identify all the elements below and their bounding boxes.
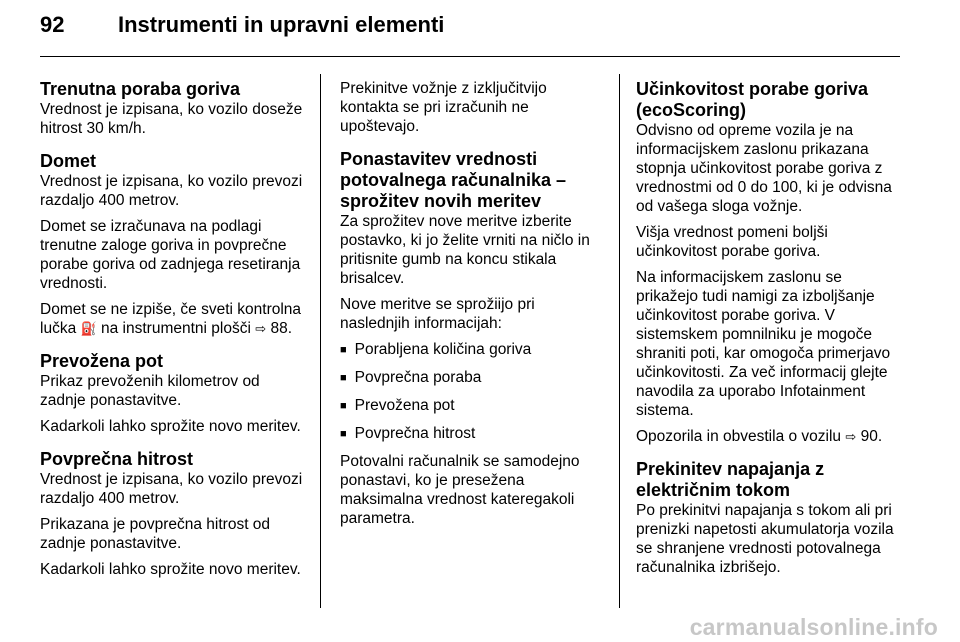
heading-prevozena-pot: Prevožena pot [40,351,164,371]
heading-povprecna-hitrost: Povprečna hitrost [40,449,194,469]
list-item: ■ Povprečna poraba [340,369,482,386]
list-item: ■ Prevožena pot [340,397,455,414]
heading-trenutna-poraba: Trenutna poraba goriva [40,79,241,99]
section-ecoscoring [636,79,906,446]
paragraph: Vrednost je izpisana, ko vozilo doseže hitrost 30 km/h. [40,101,303,137]
page-header [40,12,444,48]
paragraph: Višja vrednost pomeni boljši učinkovitost porabe goriva. [636,224,828,260]
page-reference-link[interactable]: 90. [860,428,883,445]
paragraph: Odvisno od opreme vozila je na informacijskem zaslonu prikazana stopnja učinkovitost porabe goriva z vrednostmi od 0 do 100, ki je odvisna od vašega sloga vožnje. [636,122,892,215]
paragraph: Nove meritve se sprožiijo pri naslednjih informacijah: [340,296,535,332]
section-ponastavitev [340,149,608,528]
heading-domet: Domet [40,151,97,171]
page-reference-arrow-icon: ⇨ [845,429,857,444]
measurement-list [340,340,608,445]
heading-prekinitev-napajanja: Prekinitev napajanja z električnim tokom [636,459,825,500]
paragraph-with-lamp: Domet se ne izpiše, če sveti kontrolna lučka ⛽ na instrumentni plošči ⇨ 88. [40,301,302,337]
paragraph-with-reference: Opozorila in obvestila o vozilu ⇨ 90. [636,428,883,445]
heading-ponastavitev: Ponastavitev vrednosti potovalnega računalnika – sprožitev novih meritev [340,149,567,211]
heading-ecoscoring: Učinkovitost porabe goriva (ecoScoring) [636,79,869,120]
section-prevozena-pot [40,351,308,436]
section-povprecna-hitrost [40,449,308,579]
bullet-icon: ■ [340,428,347,440]
column-3 [636,79,906,590]
page-reference-arrow-icon: ⇨ [255,321,267,336]
paragraph: Kadarkoli lahko sprožite novo meritev. [40,418,301,435]
column-1 [40,79,308,592]
column-2 [340,79,608,541]
list-item: ■ Povprečna hitrost [340,425,476,442]
paragraph: Kadarkoli lahko sprožite novo meritev. [40,561,301,578]
paragraph: Prikaz prevoženih kilometrov od zadnje ponastavitve. [40,373,260,409]
paragraph: Vrednost je izpisana, ko vozilo prevozi razdaljo 400 metrov. [40,471,303,507]
bullet-icon: ■ [340,400,347,412]
paragraph: Prekinitve vožnje z izključitvijo kontakta se pri izračunih ne upoštevajo. [340,80,547,135]
column-divider-1 [320,74,321,608]
section-trenutna-poraba [40,79,308,138]
bullet-icon: ■ [340,372,347,384]
bullet-icon: ■ [340,344,347,356]
paragraph: Prikazana je povprečna hitrost od zadnje ponastavitve. [40,516,271,552]
paragraph: Potovalni računalnik se samodejno ponastavi, ko je presežena maksimalna vrednost kateregakoli parametra. [340,453,580,527]
paragraph: Na informacijskem zaslonu se prikažejo tudi namigi za izboljšanje učinkovitost porabe goriva. V sistemskem pomnilniku je mogoče shraniti poti, kar omogoča primerjavo učinkovitosti. Za več informacij glejte navodila za uporabo Infotainment sistema. [636,269,891,419]
paragraph: Domet se izračunava na podlagi trenutne zaloge goriva in povprečne porabe goriva od zadnjega resetiranja vrednosti. [40,218,301,292]
page-title: Instrumenti in upravni elementi [118,12,445,37]
section-domet [40,151,308,338]
paragraph: Po prekinitvi napajanja s tokom ali pri prenizki napetosti akumulatorja vozila se shranjene vrednosti potovalnega računalnika izbrišejo. [636,502,894,576]
section-prekinitev-napajanja [636,459,906,577]
page-reference-link[interactable]: 88. [270,320,293,337]
page-number: 92 [40,12,65,37]
paragraph: Za sprožitev nove meritve izberite postavko, ki jo želite vrniti na ničlo in pritisnite gumb na koncu stikala brisalcev. [340,213,590,287]
list-item: ■ Porabljena količina goriva [340,341,532,358]
header-rule [40,56,900,57]
section-intro [340,79,608,136]
column-divider-2 [619,74,620,608]
watermark: carmanualsonline.info [689,614,938,640]
paragraph: Vrednost je izpisana, ko vozilo prevozi razdaljo 400 metrov. [40,173,303,209]
fuel-lamp-icon: ⛽ [80,321,97,336]
